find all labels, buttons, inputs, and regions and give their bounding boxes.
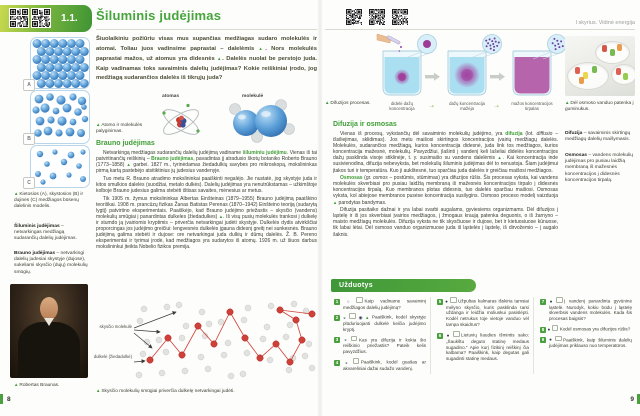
difficulty-icon: ●	[547, 298, 555, 304]
paragraph: Osmosas (gr. osmos – postūmis, stūmimas) yra difuzijos rūšis. Šis procesas vyksta, kai vandens molekulės skverbiasi pro pusiau laidžią membraną iš mažesnės koncentracijos tirpalo į didesnės koncentracijos tirpalą. Kuo membranos plotas didesnis, tuo dalelės sparčiau maišosi. Osmosas vyksta, kol abiejose membranos pusėse koncentracija susilygins. Osmoso proceso modelį vaizduoja ▲ parodytas bandymas.	[333, 175, 558, 206]
figure-ref-icon: ▲	[14, 191, 19, 196]
figure-ref-icon: ▲	[365, 314, 371, 320]
task-item	[334, 313, 426, 332]
model-c-badge: C	[23, 177, 35, 189]
page-number: 9	[630, 396, 634, 403]
model-a-badge: A	[23, 79, 35, 91]
qr-code	[368, 8, 386, 26]
answer-bubble-icon	[556, 297, 563, 303]
caption-text: Difuzijos procesas.	[330, 101, 371, 106]
qr-code	[391, 8, 409, 26]
figure-ref-icon: ▲	[96, 122, 101, 127]
figure-ref-icon: ▲	[96, 388, 101, 393]
paragraph: Netvarkingą medžiagas sudarančių dalelių judėjimą vadiname šiluminiu judėjimu. Vienas iš tai patvirtinančių reiškinių – Brauno judėjimas, pavadintas jį atradusio škotų botaniko Roberto Brauno (1773–1858) ▲ garbei. 1827 m., tyrinėdamas žiedadulkių savybes pro mikroskopą, mokslininkas pirmą kartą pastebėjo atsitiktinius jų judesius vandenyje.	[96, 150, 318, 175]
definition-text: – netvarkingi dalelių judesiai skystyje (dujose), sukeliami skysčio (dujų) molekulių smūgių.	[14, 251, 88, 275]
beaker1-label: didelė dažų koncentracija	[389, 101, 415, 112]
gummy-bear	[617, 44, 622, 51]
atom-figure-caption	[96, 122, 154, 135]
gummy-bear	[616, 68, 621, 75]
gummy-bears-photo	[565, 36, 635, 96]
gummy-bear	[575, 67, 580, 74]
header-rule	[96, 29, 317, 30]
task-number: 7	[541, 298, 545, 304]
gas-model-image	[30, 145, 90, 188]
definition-osmosis	[565, 153, 635, 184]
right-page	[320, 0, 640, 416]
definition-term: Difuzija	[565, 131, 583, 136]
task-number: 2	[335, 314, 339, 320]
figure-ref-icon: ▲	[565, 100, 570, 105]
answer-bubble-icon	[555, 336, 562, 342]
task-text: Kas yra difuzija ir kokia šio reiškinio priežastis? Pateik kelis pavyzdžius.	[343, 337, 427, 355]
task-text: Užpultas kalmaras išskiria tamsiai mėlyno skysčio, kuris pasklinda tarsi uždanga ir leidžia moliuskui pasislėpti. Kodėl netrukus toje vietoje vanduo vėl tampa skaidrus?	[446, 298, 529, 328]
task-number: 9	[541, 337, 545, 343]
brownian-motion-figure	[90, 300, 318, 384]
definition-text: – savaiminis skirtingų medžiagų dalelių maišymasis.	[565, 131, 631, 143]
gummy-bear	[610, 49, 615, 56]
definition-text: – vandens molekulių judėjimas pro pusiau laidžią membraną iš mažesnės koncentracijos į didesnės koncentracijos tirpalą.	[565, 153, 633, 183]
tasks-column-1	[328, 297, 430, 374]
solid-model-image	[30, 37, 90, 89]
task-item	[437, 297, 529, 328]
task-text: Kaip vadiname savaiminį medžiagos dalelių judėjimą?	[343, 298, 426, 310]
brown-heading: Brauno judėjimas	[96, 140, 155, 147]
answer-bubble-icon	[356, 297, 363, 303]
robert-brown-portrait	[10, 284, 88, 378]
definition-text: – netvarkingas medžiagą sudarančių dalelių judėjimas.	[14, 224, 77, 242]
portrait-collar	[44, 318, 54, 326]
paragraph: Difuzija pasitaiko dažnai ir yra labai svarbi augalams, gyviesiems organizmams. Dėl difuzijos į ląstelę ir iš jos skverbiasi įvairios medžiagos, į žmogaus kraują patenka deguonis, o iš žarnyno – maisto medžiagų molekulės. Difuzija vyksta ne tik skysčiuose ir dujose, bet ir kietuosiuose kūnuose, tik labai lėtai. Dėl osmoso vanduo organizmuose juda iš ląstelės į ląstelę, iš dirvožemio – į augalo šaknis.	[333, 207, 558, 238]
page-title: Šiluminis judėjimas	[96, 8, 222, 23]
molecule-label: molekulė	[242, 94, 264, 99]
gummy-bear	[592, 66, 597, 73]
caption-text: Robertas Braunas.	[19, 383, 60, 388]
task-number: 3	[335, 337, 339, 343]
definition-term: Šiluminis judėjimas	[14, 224, 60, 229]
petri-dish	[567, 62, 609, 90]
task-item	[540, 336, 632, 349]
dust-particle-label: dulkelė (žiedadulkė)	[93, 354, 132, 359]
section-banner	[0, 5, 92, 32]
page-edge-tab	[0, 394, 3, 404]
task-text: Į vandenį panardinta gyvūninė ląstelė. Nurodyk, kokiu būdu į ląstelę skverbsis vandens molekulės. Kada šis procesas baigsis?	[549, 298, 633, 322]
difficulty-icon: ●	[547, 337, 554, 343]
gummy-bear	[623, 73, 628, 80]
brownian-figure-caption	[96, 388, 318, 395]
atom-label: atomas	[162, 94, 180, 99]
task-text: Kodėl osmosas yra difuzijos rūšis?	[559, 326, 631, 332]
paragraph: Tik 1905 m. žymus mokslininkas Albertas Einšteinas (1879–1955) Brauno judėjimą paaiškino teoriškai. 1908 m. prancūzų fizikas Žanas Batistas Perenas (1870–1942) Einšteino teoriją (sudarytą lygtį) patvirtino eksperimentais. Paaiškėjo, kad Brauno judėjimo priežastis – skysčio (vandens) molekulių smūgiai į panardintas dulkeles (žiedadulkes) ▲. Iš visų pusių molekulės trankosi į dulkelę ir stumdo ją įvairiomis kryptimis – priverčia netvarkingai judėti skystyje. Dulkelės dydis atvirkščiai proporcingas jos judėjimo greičiui: lengvesnės dulkelės įgauna didesnį greitį nei sunkesnės. Brauno judėjimą galima stebėti ir dujose: ore netvarkingai juda dulkių ir dūmų dalelės. Ž. B. Pereno eksperimentai ir tyrimai įrodė, kad medžiagos yra sudarytos iš atomų. 1926 m. už šiuos darbus mokslininkui įteikta Nobelio fizikos premija.	[96, 195, 317, 251]
brown-body	[96, 150, 317, 252]
task-number: 1	[335, 298, 339, 304]
paragraph: Vienas iš procesų, vykstančių dėl savaiminio molekulių judėjimo, yra difuzija (lot. diffusio – išsiliejimas, sklidimas). Jos metu maišosi skirtingos koncentracijos įvairių medžiagų dalelės. Molekulės, sudarančios medžiagą, kurios koncentracija didesnė, juda link tos medžiagos, kurios koncentracija mažesnė, molekulių. Pavyzdžiui, įlašinti į vandenį keli lašeliai didelės koncentracijos dažų pasklinda visoje stiklinėje, t. y. susimaišo su vandens dalelėmis ▲. Kai koncentracija inde susivienodina, difuzija nebevyksta, bet molekulių šiluminis judėjimas dėl to nenustoja. Šiam judėjimui įtakos turi ir temperatūra. Kuo ji aukštesnė, tuo sparčiau juda dalelės ir greičiau maišosi medžiagos.	[333, 131, 559, 174]
figure-ref-icon: ▲	[325, 100, 330, 105]
qr-code	[345, 8, 363, 26]
answer-bubble-icon	[349, 313, 356, 319]
diffusion-heading: Difuzija ir osmosas	[333, 121, 397, 128]
molecule-illustration	[222, 98, 296, 144]
definition-term: Brauno judėjimas	[14, 251, 56, 256]
definition-term: Osmosas	[565, 153, 588, 158]
task-text: Lietuvių liaudies išmintis sako: „Šaukštu deguto statinę medaus sugadino.“ Apie kurį fizikinį reiškinį čia kalbama? Paaiškink, kaip degutas gali sugadinti statinę medaus.	[446, 332, 529, 362]
figure-ref-icon: ▲	[14, 382, 19, 387]
difficulty-icon: ◒	[341, 337, 350, 343]
task-item	[540, 297, 632, 322]
difficulty-icon: ◒	[341, 359, 352, 365]
osmosis-caption	[565, 100, 635, 113]
portrait-caption	[14, 382, 88, 389]
caption-text: Dėl osmoso vanduo patenka į guminukus.	[565, 101, 634, 112]
difficulty-icon: ◒	[341, 314, 348, 320]
answer-bubble-icon	[353, 358, 360, 364]
tasks-column-3	[533, 297, 636, 374]
arrow-icon: ➝	[429, 104, 435, 110]
qr-code	[9, 8, 29, 28]
diffusion-caption	[325, 100, 371, 107]
liquid-molecule-label: skysčio molekulė	[99, 324, 132, 329]
task-text: Paaiškink, kodėl skystyje plūduriuojanti dulkelė keičia judėjimo kryptį.	[343, 314, 426, 332]
paragraph: Tuo metu R. Brauno atradimo mokslininkai paaiškinti negalėjo. Jie nustatė, jog skystyje juda ir kitos smulkios dalelės (suodžiai, metalo dulkės). Dalelių judėjimas yra nenutrūkstamas – užkimštoje kolboje Brauno judesius galima stebėti ištisas savaites, mėnesius ar metus.	[96, 175, 317, 195]
model-b-badge: B	[23, 133, 35, 145]
arrow-icon: ➝	[494, 104, 500, 110]
caption-text: Atomo ir molekulės palyginimas.	[96, 123, 143, 134]
tasks-column-2	[430, 297, 533, 374]
gummy-bear	[579, 77, 584, 84]
answer-bubble-icon	[351, 336, 358, 342]
models-caption	[14, 191, 88, 210]
difficulty-icon: ○	[341, 298, 355, 304]
difficulty-icon: ●	[444, 298, 449, 304]
task-number: 8	[541, 326, 545, 332]
answer-bubble-icon	[453, 331, 460, 337]
liquid-model-image	[30, 90, 90, 144]
task-number: 4	[335, 359, 339, 365]
beaker2-label: dažų koncentracija mažėja	[449, 101, 485, 112]
task-number: 6	[438, 332, 442, 338]
difficulty-icon: ●	[444, 332, 452, 338]
intro-text: Šiuolaikiniu požiūriu visas mus supančias medžiagas sudaro molekulės ir atomai. Toliau juos vadinsime paprastai – dalelėmis ▲. Nors molekulės paprastai mažos, už atomus yra didesnės ▲. Dalelės nuolat be perstojo juda. Kaip vadinamas toks savaiminis dalelių judėjimas? Kokie reiškiniai įrodo, jog medžiagą sudarančios dalelės iš tikrųjų juda?	[96, 36, 317, 81]
task-text: Paaiškink, kaip šiluminis dalelių judėjimas priklauso nuo temperatūros.	[549, 337, 632, 349]
definition-brownian-motion	[14, 251, 88, 276]
tasks-heading: Užduotys	[339, 282, 373, 289]
section-number: 1.1.	[61, 13, 78, 24]
eye-icon: ◉	[357, 314, 365, 320]
caption-text: Skysčio molekulių smūgiai priverčia dulkelę netvarkingai judėti.	[101, 389, 235, 394]
task-item	[334, 297, 426, 310]
chapter-header: I skyrius. Vidinė energija	[575, 20, 635, 26]
tasks-banner	[331, 279, 476, 292]
task-item	[334, 358, 426, 371]
definition-diffusion	[565, 131, 635, 143]
portrait-suit	[18, 322, 80, 378]
task-item	[540, 325, 632, 333]
task-number: 5	[438, 298, 442, 304]
tasks-section	[328, 297, 636, 374]
portrait-face	[40, 297, 58, 320]
page-number: 8	[7, 396, 11, 403]
task-item	[334, 336, 426, 355]
atom-illustration	[158, 101, 204, 143]
task-text: Paaiškink, kodėl guašas ar akvareliniai dažai sudažo vandenį.	[343, 359, 426, 371]
answer-bubble-icon	[450, 297, 457, 303]
caption-text: Kietosios (A), skystosios (B) ir dujinės (C) medžiagos būsenų dalelinis modelis.	[14, 192, 84, 209]
answer-bubble-icon	[552, 325, 559, 331]
diffusion-experiment-figure	[375, 33, 565, 99]
task-item	[437, 331, 529, 362]
header-rule	[325, 29, 635, 30]
gummy-bear	[602, 45, 607, 52]
beaker3-label: mažos koncentracijos tirpalas	[511, 101, 553, 112]
difficulty-icon: ●	[547, 326, 551, 332]
diffusion-body	[333, 131, 558, 239]
qr-code	[31, 8, 51, 28]
definition-thermal-motion	[14, 224, 88, 243]
